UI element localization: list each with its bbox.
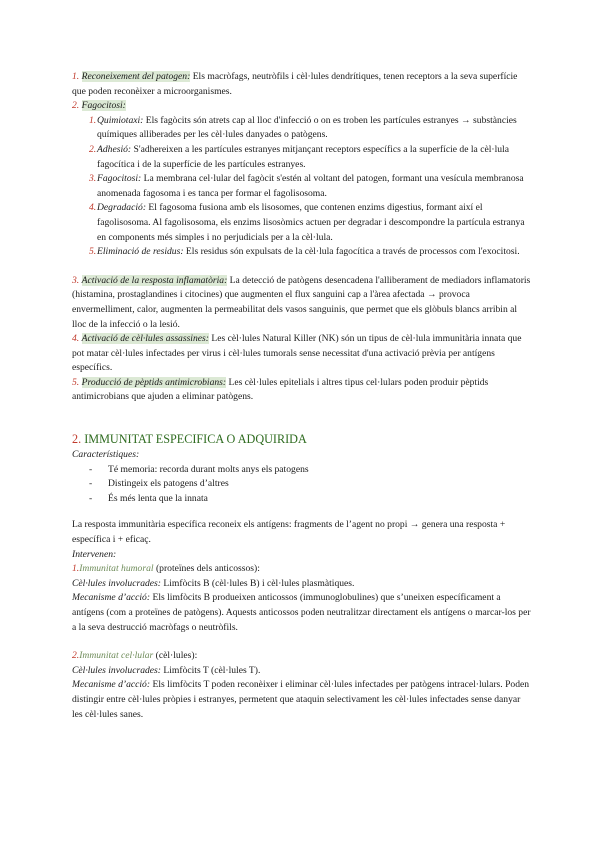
list-item: 2. Adhesió: S'adhereixen a les partícules estranyes mitjançant receptors específics a la superfície de la cèl·lula fagocítica i de la superfície de les partícules estranyes. [89, 143, 509, 170]
section-title: Producció de pèptids antimicrobians: [81, 376, 227, 388]
list-item: - Distingeix els patogens d’altres [72, 477, 532, 492]
list-item: 1. Quimiotaxi: Els fagòcits són atrets cap al lloc d'infecció o on es troben les partícules estranyes → substàncies químiques alliberades per les cèl·lules danyades o patògens. [89, 114, 517, 141]
list-item: 3. Fagocitosi: La membrana cel·lular del fagòcit s'estén al voltant del patogen, formant una vesícula membranosa anomenada fagosoma i es tanca per formar el fagolisosoma. [89, 173, 524, 199]
intro-paragraph: La resposta immunitària específica reconeix els antígens: fragments de l’agent no propi → genera una resposta + específica i + eficaç. [72, 519, 506, 546]
humoral-mechanism: Mecanisme d’acció: Els limfòcits B produeixen anticossos (immunoglobulines) que s’uneixen específicament a antígens (com a proteïnes de patògens). Aquests anticossos poden neutralitzar directament els antígens o marcar-los per a la seva destrucció macròfags o neutròfils. [72, 592, 531, 633]
intervenen-label: Intervenen: [72, 548, 117, 560]
cellular-heading: 2.Immunitat cel·lular (cèl·lules): [72, 650, 198, 662]
list-item: 4. Degradació: El fagosoma fusiona amb els lisosomes, que contenen enzims digestius, formant així el fagolisosoma. Al fagolisosoma, els enzims lisosòmics actuen per degradar i descompondre la partícula estranya en components més simples i no perjudicials per a la cèl·lula. [89, 202, 525, 243]
list-item: - És més lenta que la innata [72, 492, 532, 507]
phagocytosis-steps [72, 114, 532, 260]
section-title: Fagocitosi: [81, 100, 126, 112]
cellular-cells: Cèl·lules involucrades: Limfòcits T (cèl·lules T). [72, 664, 261, 676]
list-item: - Té memoria: recorda durant molts anys els patogens [72, 463, 532, 478]
characteristics-label: Característiques: [72, 449, 140, 461]
document-page [72, 70, 532, 722]
section-title: Reconeixement del patogen: [81, 71, 191, 82]
humoral-cells: Cèl·lules involucrades: Limfòcits B (cèl·lules B) i cèl·lules plasmàtiques. [72, 577, 355, 589]
section-inflammation: 3. Activació de la resposta inflamatòria: La detecció de patògens desencadena l'alliberament de mediadors inflamatoris (histamina, prostaglandines i citocines) que augmenten el flux sanguini cap a l'àrea afectada → provoca envermelliment, calor, augmenten la permeabilitat dels vasos sanguinis, que permet que els glòbuls blancs arribin al lloc de la infecció o la lesió. [72, 274, 531, 330]
section-recognition: 1. Reconeixement del patogen: Els macròfags, neutròfils i cèl·lules dendrítiques, tenen receptors a la seva superfície que poden reconèixer a microorganismes. [72, 71, 518, 97]
cellular-mechanism: Mecanisme d’acció: Els limfòcits T poden reconèixer i eliminar cèl·lules infectades per patògens intracel·lulars. Poden distingir entre cèl·lules pròpies i estranyes, permetent que ataquin selectivament les cèl·lules infectades sense danyar les cèl·lules sanes. [72, 679, 530, 720]
section-title: Activació de cèl·lules assassines: [81, 333, 209, 345]
section-phagocytosis: 2. Fagocitosi: [72, 100, 126, 112]
section-antimicrobial: 5. Producció de pèptids antimicrobians: Les cèl·lules epitelials i altres tipus cel·lulars poden produir pèptids antimicrobians que ajuden a eliminar patògens. [72, 376, 489, 403]
list-item: 5. Eliminació de residus: Els residus són expulsats de la cèl·lula fagocítica a través de processos com l'exocitosi. [89, 246, 520, 258]
heading-specific-immunity: 2. IMMUNITAT ESPECIFICA O ADQUIRIDA [72, 432, 307, 447]
characteristics-list [72, 463, 532, 507]
section-nk-cells: 4. Activació de cèl·lules assassines: Les cèl·lules Natural Killer (NK) són un tipus de cèl·lula immunitària innata que pot matar cèl·lules infectades per virus i cèl·lules tumorals sense necessitat d'una activació prèvia per antígens específics. [72, 333, 522, 374]
humoral-heading: 1.Immunitat humoral (proteïnes dels anticossos): [72, 563, 260, 575]
section-title: Activació de la resposta inflamatòria: [81, 274, 228, 286]
